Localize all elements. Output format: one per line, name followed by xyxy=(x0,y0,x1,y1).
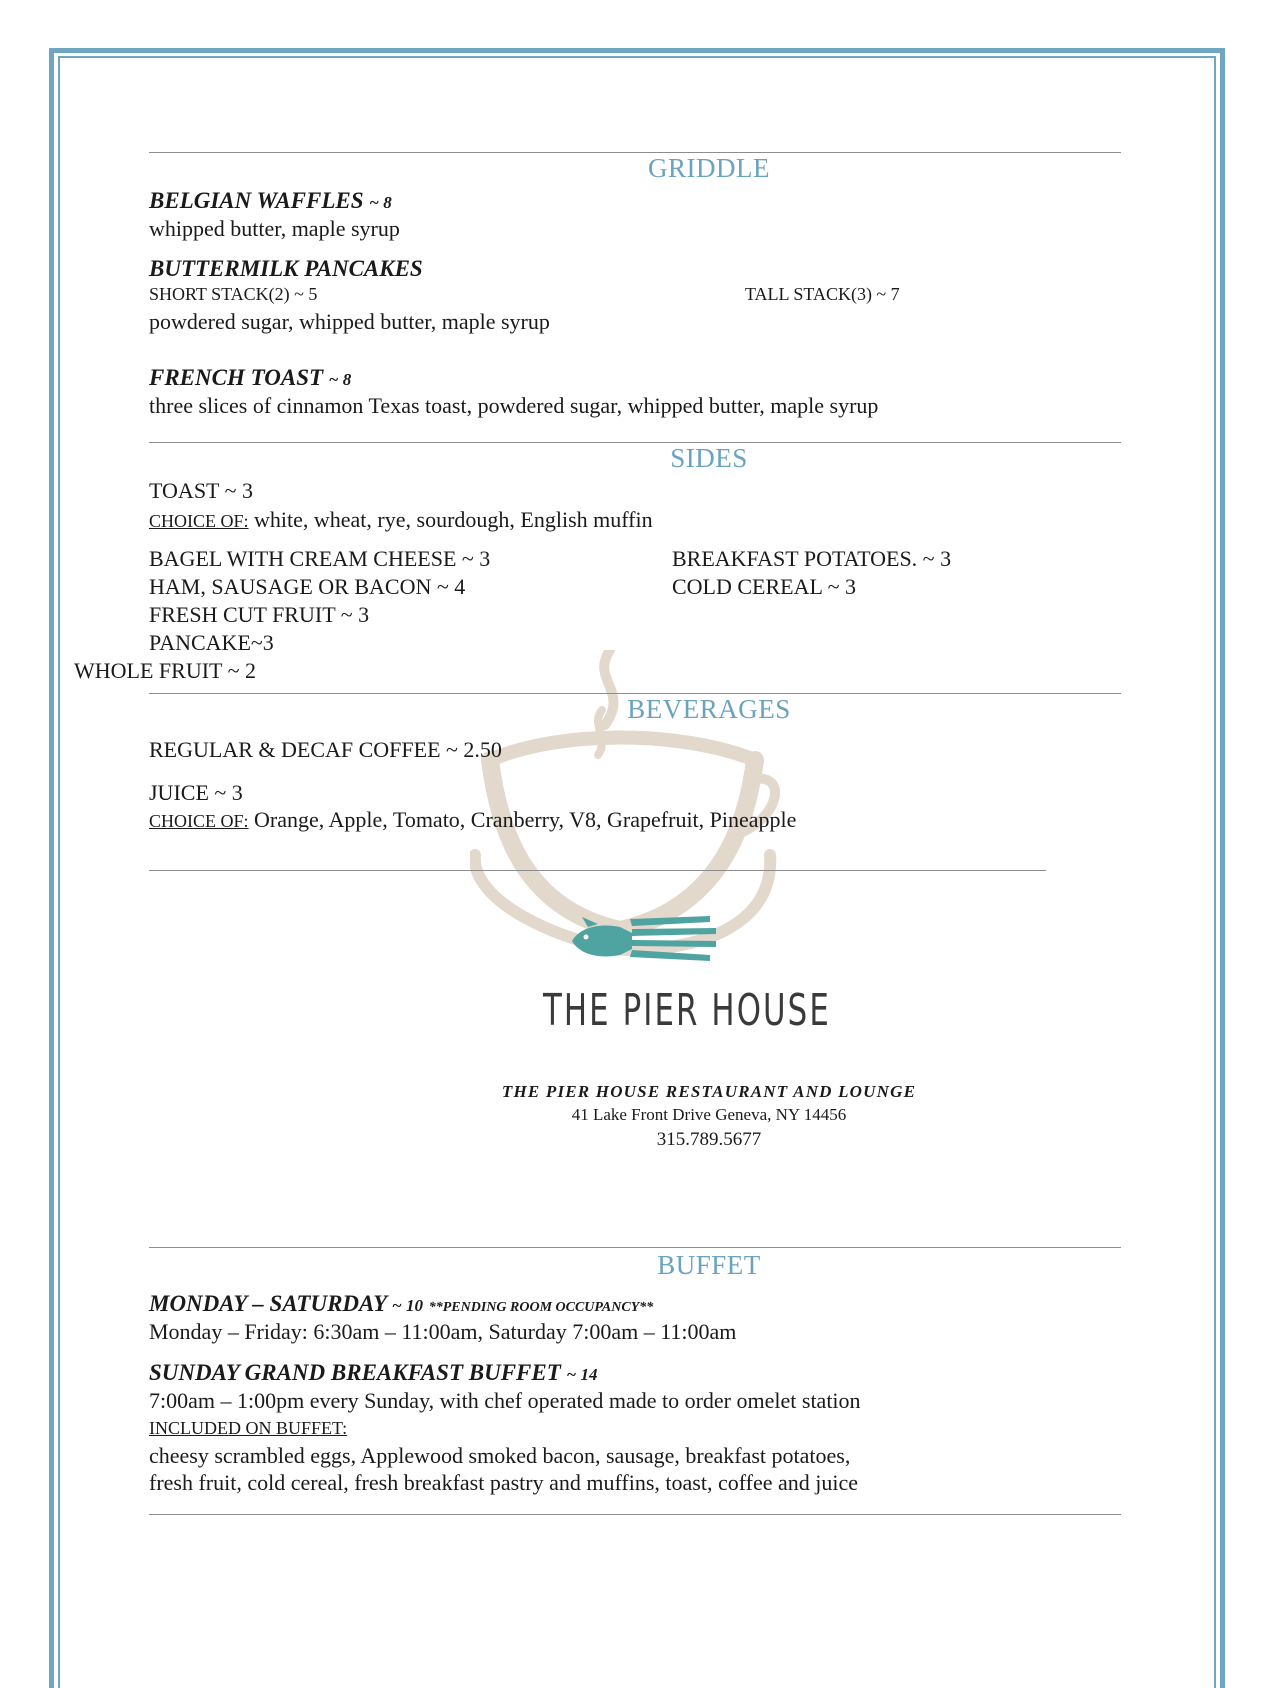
section-heading-griddle: GRIDDLE xyxy=(648,153,770,183)
included-items-line2: fresh fruit, cold cereal, fresh breakfast pastry and muffins, toast, coffee and juice xyxy=(149,1470,859,1495)
list-item: PANCAKE~3 xyxy=(149,630,274,655)
restaurant-address: 41 Lake Front Drive Geneva, NY 14456 xyxy=(571,1105,847,1124)
beverage-juice: JUICE ~ 3 xyxy=(149,780,243,805)
included-items-line1: cheesy scrambled eggs, Applewood smoked bacon, sausage, breakfast potatoes, xyxy=(149,1443,851,1468)
item-name: BELGIAN WAFFLES xyxy=(149,188,364,213)
menu-item-buttermilk-pancakes: BUTTERMILK PANCAKES xyxy=(149,256,423,281)
pending-note: **PENDING ROOM OCCUPANCY** xyxy=(428,1300,654,1315)
included-label: INCLUDED ON BUFFET: xyxy=(149,1418,348,1438)
list-item: BAGEL WITH CREAM CHEESE ~ 3 xyxy=(149,546,491,571)
choice-label: CHOICE OF: xyxy=(149,811,249,831)
divider xyxy=(149,1514,1121,1515)
item-name: FRENCH TOAST xyxy=(149,365,324,390)
buffet-weekday xyxy=(149,1291,653,1317)
divider xyxy=(149,870,1046,871)
item-description: three slices of cinnamon Texas toast, powdered sugar, whipped butter, maple syrup xyxy=(149,393,879,418)
item-name: SUNDAY GRAND BREAKFAST BUFFET xyxy=(149,1360,561,1385)
short-stack-price: SHORT STACK(2) ~ 5 xyxy=(149,284,318,304)
section-heading-sides: SIDES xyxy=(670,443,748,473)
side-toast: TOAST ~ 3 xyxy=(149,478,253,503)
section-heading-beverages: BEVERAGES xyxy=(627,694,791,724)
item-price: ~ 10 xyxy=(392,1296,423,1315)
weekday-hours: Monday – Friday: 6:30am – 11:00am, Saturday 7:00am – 11:00am xyxy=(149,1319,737,1344)
section-heading-buffet: BUFFET xyxy=(657,1250,761,1280)
item-price: ~ 8 xyxy=(369,193,392,212)
restaurant-info xyxy=(149,1082,1269,1151)
item-price: ~ 14 xyxy=(566,1365,598,1384)
list-item: HAM, SAUSAGE OR BACON ~ 4 xyxy=(149,574,466,599)
juice-choices xyxy=(149,807,796,833)
menu-item-french-toast xyxy=(149,365,351,391)
restaurant-name: THE PIER HOUSE RESTAURANT AND LOUNGE xyxy=(501,1082,917,1101)
choice-text: white, wheat, rye, sourdough, English muffin xyxy=(248,507,653,532)
item-description: powdered sugar, whipped butter, maple syrup xyxy=(149,309,550,334)
beverage-coffee: REGULAR & DECAF COFFEE ~ 2.50 xyxy=(149,737,502,762)
menu-item-belgian-waffles xyxy=(149,188,392,214)
item-price: ~ 8 xyxy=(328,370,352,389)
item-name: MONDAY – SATURDAY xyxy=(149,1291,387,1316)
buffet-sunday xyxy=(149,1360,597,1386)
sunday-hours: 7:00am – 1:00pm every Sunday, with chef operated made to order omelet station xyxy=(149,1388,861,1413)
logo-wordmark: THE PIER HOUSE xyxy=(543,985,831,1036)
list-item: FRESH CUT FRUIT ~ 3 xyxy=(149,602,370,627)
choice-text: Orange, Apple, Tomato, Cranberry, V8, Grapefruit, Pineapple xyxy=(248,807,797,832)
divider xyxy=(149,1247,1121,1248)
list-item: BREAKFAST POTATOES. ~ 3 xyxy=(672,546,952,571)
list-item: COLD CEREAL ~ 3 xyxy=(672,574,857,599)
item-description: whipped butter, maple syrup xyxy=(149,216,400,241)
restaurant-phone: 315.789.5677 xyxy=(656,1129,762,1150)
fish-fork-icon xyxy=(570,913,720,971)
tall-stack-price: TALL STACK(3) ~ 7 xyxy=(745,284,900,304)
choice-label: CHOICE OF: xyxy=(149,511,249,531)
list-item: WHOLE FRUIT ~ 2 xyxy=(74,658,256,683)
toast-choices xyxy=(149,507,653,533)
